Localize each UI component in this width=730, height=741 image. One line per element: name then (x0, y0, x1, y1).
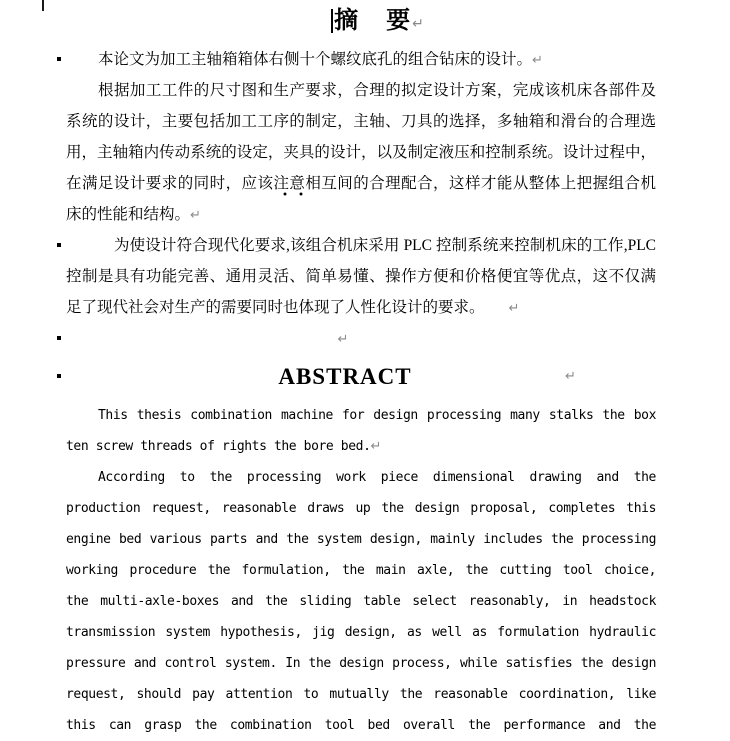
line-text: 根据加工工件的尺寸图和生产要求，合理的拟定设计方案，完成该机床各部件及 (98, 82, 656, 99)
line-text: request, should pay attention to mutually the reasonable coordination, like (66, 687, 656, 702)
text-boundary-mark (42, 0, 44, 11)
paragraph-mark-icon: ↵ (565, 369, 576, 384)
list-bullet-icon (57, 57, 61, 61)
text-line (66, 292, 656, 323)
text-line (66, 137, 656, 168)
text-line (66, 524, 656, 555)
paragraph-mark-icon: ↵ (508, 301, 520, 316)
en-abstract-heading (66, 354, 656, 400)
line-text: 用，主轴箱内传动系统的设定，夹具的设计，以及制定液压和控制系统。设计过程中， (66, 144, 656, 161)
text-line (66, 586, 656, 617)
line-text: transmission system hypothesis, jig design, as well as formulation hydraulic (66, 625, 656, 640)
text-line (66, 617, 656, 648)
text-line (66, 106, 656, 137)
line-text: production request, reasonable draws up the design proposal, completes this (66, 501, 656, 516)
text-line (66, 462, 656, 493)
line-text: ten screw threads of rights the bore bed. (66, 439, 371, 454)
text-line (66, 555, 656, 586)
list-bullet-icon (57, 243, 61, 247)
line-text: ABSTRACT (278, 364, 412, 389)
list-bullet-icon (57, 336, 61, 340)
paragraph-mark-icon: ↵ (532, 53, 543, 68)
text-line (66, 648, 656, 679)
text-line (66, 44, 656, 75)
line-text: 相互间的合理配合，这样才能从整体上把握组合机 (305, 175, 656, 192)
line-text: working procedure the formulation, the main axle, the cutting tool choice, (66, 563, 656, 578)
text-line (66, 199, 656, 230)
line-text: 控制是具有功能完善、通用灵活、简单易懂、操作方便和价格便宜等优点，这不仅满 (66, 268, 656, 285)
line-text: pressure and control system. In the design process, while satisfies the design (66, 656, 656, 671)
text-line (66, 431, 656, 462)
text-line (66, 230, 656, 261)
zh-abstract-heading (66, 0, 656, 44)
text-line (66, 400, 656, 431)
line-text: 本论文为加工主轴箱箱体右侧十个螺纹底孔的组合钻床的设计。 (98, 51, 533, 68)
line-text: 足了现代社会对生产的需要同时也体现了人性化设计的要求。 (66, 299, 485, 316)
list-bullet-icon (57, 374, 61, 378)
line-text: engine bed various parts and the system design, mainly includes the processing (66, 532, 656, 547)
emphasized-text: 注意 (273, 175, 305, 196)
text-line (66, 168, 656, 199)
blank-line (66, 323, 656, 354)
text-column (66, 0, 656, 741)
paragraph-mark-icon: ↵ (370, 439, 382, 454)
paragraph-mark-icon: ↵ (337, 332, 349, 347)
line-text: this can grasp the combination tool bed overall the performance and the (66, 718, 656, 733)
line-text: 床的性能和结构。 (66, 206, 191, 223)
line-text: According to the processing work piece dimensional drawing and the (98, 470, 656, 485)
line-text: This thesis combination machine for design processing many stalks the box (98, 408, 656, 423)
text-line (66, 75, 656, 106)
text-line (66, 261, 656, 292)
text-line (66, 710, 656, 741)
paragraph-mark-icon: ↵ (190, 208, 201, 223)
line-text: 系统的设计，主要包括加工工序的制定，主轴、刀具的选择，多轴箱和滑台的合理选 (66, 113, 656, 130)
paragraph-mark-icon: ↵ (412, 16, 424, 32)
text-line (66, 493, 656, 524)
line-text: 为使设计符合现代化要求,该组合机床采用 PLC 控制系统来控制机床的工作,PLC (114, 237, 656, 254)
text-line (66, 679, 656, 710)
line-text: the multi-axle-boxes and the sliding table select reasonably, in headstock (66, 594, 656, 609)
line-text: 在满足设计要求的同时，应该 (66, 175, 274, 192)
line-text: 摘 要 (334, 8, 413, 34)
